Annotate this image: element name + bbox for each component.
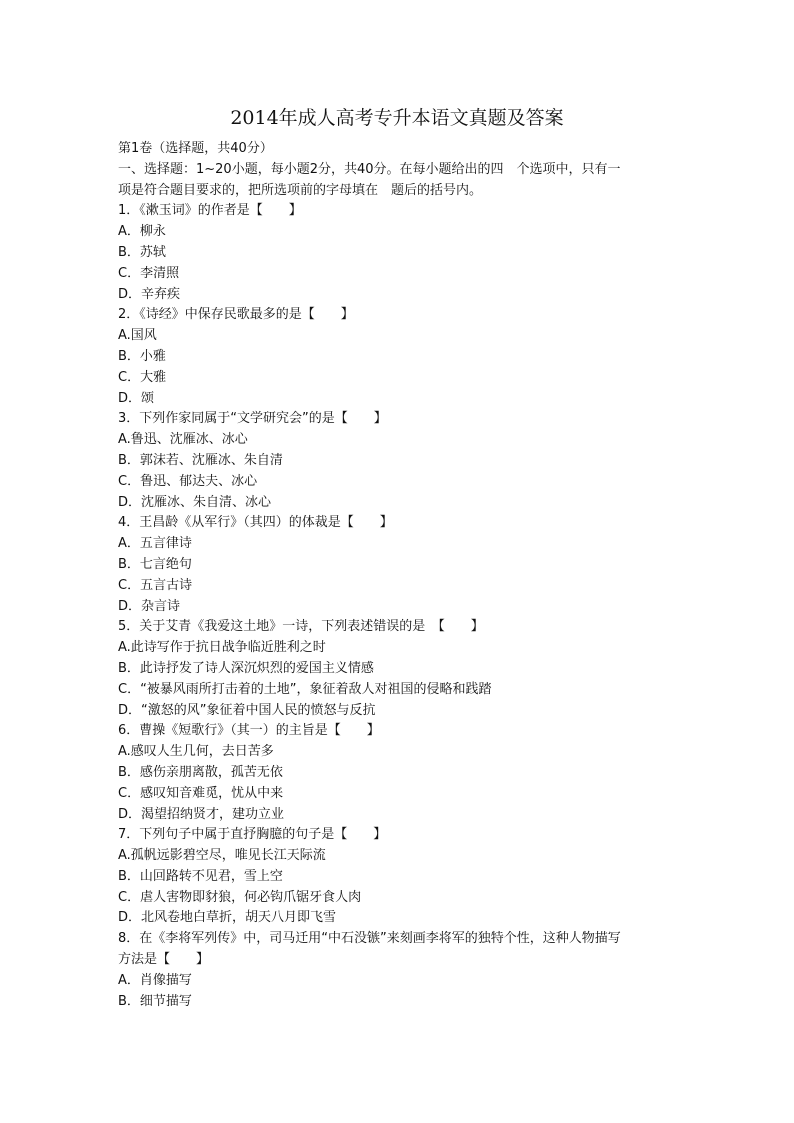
question-stem: 2．《诗经》中保存民歌最多的是【 】 [118, 307, 354, 323]
question-option: A．柳永 [118, 224, 166, 240]
question-option: A．五言律诗 [118, 536, 192, 552]
question-stem-continued: 方法是【 】 [118, 952, 210, 968]
question-stem: 5．关于艾青《我爱这土地》一诗，下列表述错误的是 【 】 [118, 619, 484, 635]
question-option: A．肖像描写 [118, 972, 192, 988]
question-option: D．颂 [118, 390, 155, 406]
question-option: B．苏轼 [118, 244, 166, 260]
question-option: B．山回路转不见君，雪上空 [118, 868, 283, 884]
question-option: A.此诗写作于抗日战争临近胜利之时 [118, 640, 326, 656]
question-option: C．感叹知音难觅，忧从中来 [118, 785, 284, 801]
question-option: B．细节描写 [118, 993, 192, 1009]
question-option: A.鲁迅、沈雁冰、冰心 [118, 432, 248, 448]
question-option: A.感叹人生几何，去日苦多 [118, 744, 274, 760]
instruction-line: 项是符合题目要求的，把所选项前的字母填在 题后的括号内。 [118, 182, 483, 198]
question-option: D．沈雁冰、朱自清、冰心 [118, 494, 272, 510]
question-option: C．五言古诗 [118, 577, 193, 593]
question-stem: 4．王昌龄《从军行》（其四）的体裁是【 】 [118, 515, 393, 531]
question-option: C．“被暴风雨所打击着的土地”，象征着敌人对祖国的侵略和践踏 [118, 681, 492, 697]
question-option: C．虐人害物即豺狼，何必钩爪锯牙食人肉 [118, 889, 362, 905]
question-option: D．杂言诗 [118, 598, 181, 614]
instruction-line: 一、选择题：1~20小题，每小题2分，共40分。在每小题给出的四 个选项中，只有一 [118, 161, 621, 177]
question-option: B．郭沫若、沈雁冰、朱自清 [118, 452, 283, 468]
section-heading: 第1卷（选择题，共40分） [118, 141, 273, 156]
question-option: C．大雅 [118, 369, 167, 385]
question-option: A.国风 [118, 328, 157, 344]
document-title: 2014年成人高考专升本语文真题及答案 [230, 107, 564, 129]
question-option: A.孤帆远影碧空尽，唯见长江天际流 [118, 848, 326, 864]
question-stem: 8．在《李将军列传》中，司马迁用“中石没镞”来刻画李将军的独特个性，这种人物描写 [118, 931, 621, 947]
question-option: B．此诗抒发了诗人深沉炽烈的爱国主义情感 [118, 660, 374, 676]
question-option: D．辛弃疾 [118, 286, 181, 302]
question-option: D．“激怒的风”象征着中国人民的愤怒与反抗 [118, 702, 376, 718]
question-option: B．小雅 [118, 348, 166, 364]
question-option: B．感伤亲朋离散，孤苦无依 [118, 764, 283, 780]
question-stem: 7．下列句子中属于直抒胸臆的句子是【 】 [118, 827, 387, 843]
question-option: C．鲁迅、郁达夫、冰心 [118, 473, 258, 489]
document-body [118, 139, 688, 1012]
question-option: D．渴望招纳贤才，建功立业 [118, 806, 285, 822]
question-stem: 6．曹操《短歌行》（其一）的主旨是【 】 [118, 723, 380, 739]
question-option: B．七言绝句 [118, 556, 192, 572]
question-stem: 1．《漱玉词》的作者是【 】 [118, 203, 302, 219]
question-option: C．李清照 [118, 265, 180, 281]
question-stem: 3．下列作家同属于“文学研究会”的是【 】 [118, 411, 387, 427]
question-option: D．北风卷地白草折，胡天八月即飞雪 [118, 910, 337, 926]
